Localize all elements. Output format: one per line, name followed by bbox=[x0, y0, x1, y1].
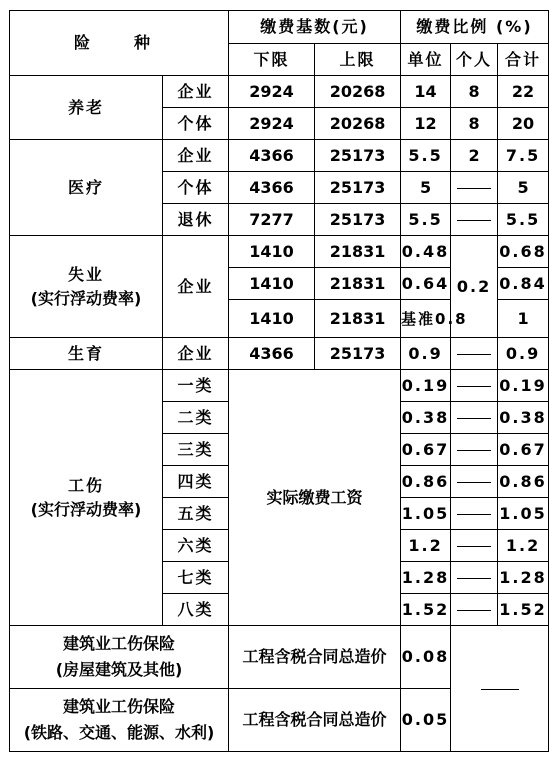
construction-note: (房屋建筑及其他) bbox=[55, 660, 183, 679]
medical-upper: 25173 bbox=[315, 172, 401, 204]
construction-note: (铁路、交通、能源、水利) bbox=[23, 723, 215, 742]
dash-mark bbox=[457, 578, 491, 579]
pension-total: 22 bbox=[498, 76, 549, 108]
medical-lower: 7277 bbox=[229, 204, 315, 236]
medical-personal bbox=[451, 204, 498, 236]
injury-class: 六类 bbox=[163, 530, 229, 562]
unemployment-lower: 1410 bbox=[229, 268, 315, 300]
unemployment-lower: 1410 bbox=[229, 236, 315, 268]
injury-unit: 1.52 bbox=[401, 594, 451, 626]
pension-total: 20 bbox=[498, 108, 549, 140]
header-unit: 单位 bbox=[401, 44, 451, 76]
injury-personal bbox=[451, 402, 498, 434]
insurance-rate-table bbox=[9, 10, 549, 752]
unemployment-upper: 21831 bbox=[315, 236, 401, 268]
unemployment-personal: 0.2 bbox=[451, 236, 498, 338]
medical-unit: 5.5 bbox=[401, 140, 451, 172]
medical-total: 5 bbox=[498, 172, 549, 204]
dash-mark bbox=[481, 689, 519, 690]
medical-lower: 4366 bbox=[229, 140, 315, 172]
medical-total: 7.5 bbox=[498, 140, 549, 172]
medical-sub: 企业 bbox=[163, 140, 229, 172]
maternity-upper: 25173 bbox=[315, 338, 401, 370]
unemployment-total: 0.84 bbox=[498, 268, 549, 300]
medical-sub: 个体 bbox=[163, 172, 229, 204]
maternity-unit: 0.9 bbox=[401, 338, 451, 370]
header-total: 合计 bbox=[498, 44, 549, 76]
construction-merged bbox=[451, 626, 549, 752]
construction-unit: 0.08 bbox=[401, 626, 451, 689]
injury-personal bbox=[451, 594, 498, 626]
unemployment-total: 1 bbox=[498, 300, 549, 338]
injury-unit: 1.05 bbox=[401, 498, 451, 530]
construction-base: 工程含税合同总造价 bbox=[229, 626, 401, 689]
maternity-sub: 企业 bbox=[163, 338, 229, 370]
injury-personal bbox=[451, 498, 498, 530]
unemployment-label bbox=[10, 236, 163, 338]
medical-personal bbox=[451, 172, 498, 204]
injury-class: 一类 bbox=[163, 370, 229, 402]
injury-unit: 0.38 bbox=[401, 402, 451, 434]
dash-mark bbox=[457, 450, 491, 451]
injury-note: (实行浮动费率) bbox=[30, 499, 142, 519]
unemployment-sub: 企业 bbox=[163, 236, 229, 338]
injury-personal bbox=[451, 562, 498, 594]
table-row bbox=[10, 76, 549, 108]
injury-class: 五类 bbox=[163, 498, 229, 530]
construction-name: 建筑业工伤保险 bbox=[63, 634, 176, 653]
unemployment-unit: 0.64 bbox=[401, 268, 451, 300]
injury-personal bbox=[451, 466, 498, 498]
injury-unit: 1.2 bbox=[401, 530, 451, 562]
maternity-lower: 4366 bbox=[229, 338, 315, 370]
unemployment-note: (实行浮动费率) bbox=[30, 288, 142, 308]
header-personal: 个人 bbox=[451, 44, 498, 76]
pension-sub: 个体 bbox=[163, 108, 229, 140]
table-row bbox=[10, 236, 549, 268]
construction-label bbox=[10, 689, 229, 752]
construction-unit: 0.05 bbox=[401, 689, 451, 752]
injury-total: 1.28 bbox=[498, 562, 549, 594]
injury-unit: 0.67 bbox=[401, 434, 451, 466]
construction-base: 工程含税合同总造价 bbox=[229, 689, 401, 752]
injury-unit: 0.86 bbox=[401, 466, 451, 498]
injury-class: 二类 bbox=[163, 402, 229, 434]
unemployment-unit: 0.48 bbox=[401, 236, 451, 268]
dash-mark bbox=[457, 546, 491, 547]
maternity-personal bbox=[451, 338, 498, 370]
unemployment-name: 失业 bbox=[67, 264, 104, 284]
injury-personal bbox=[451, 434, 498, 466]
table-row bbox=[10, 338, 549, 370]
table-row bbox=[10, 626, 549, 689]
medical-unit: 5.5 bbox=[401, 204, 451, 236]
pension-unit: 14 bbox=[401, 76, 451, 108]
injury-label bbox=[10, 370, 163, 626]
dash-mark bbox=[457, 386, 491, 387]
header-upper: 上限 bbox=[315, 44, 401, 76]
pension-upper: 20268 bbox=[315, 76, 401, 108]
pension-lower: 2924 bbox=[229, 108, 315, 140]
maternity-label: 生育 bbox=[10, 338, 163, 370]
injury-total: 0.86 bbox=[498, 466, 549, 498]
table-row bbox=[10, 370, 549, 402]
injury-class: 四类 bbox=[163, 466, 229, 498]
pension-unit: 12 bbox=[401, 108, 451, 140]
dash-mark bbox=[457, 354, 491, 355]
injury-total: 1.52 bbox=[498, 594, 549, 626]
construction-name: 建筑业工伤保险 bbox=[63, 697, 176, 716]
medical-sub: 退休 bbox=[163, 204, 229, 236]
medical-personal: 2 bbox=[451, 140, 498, 172]
injury-total: 0.67 bbox=[498, 434, 549, 466]
injury-personal bbox=[451, 370, 498, 402]
dash-mark bbox=[457, 418, 491, 419]
medical-upper: 25173 bbox=[315, 140, 401, 172]
pension-label: 养老 bbox=[10, 76, 163, 140]
medical-unit: 5 bbox=[401, 172, 451, 204]
injury-total: 0.19 bbox=[498, 370, 549, 402]
injury-name: 工伤 bbox=[67, 475, 104, 495]
injury-class: 八类 bbox=[163, 594, 229, 626]
medical-label: 医疗 bbox=[10, 140, 163, 236]
injury-class: 三类 bbox=[163, 434, 229, 466]
medical-total: 5.5 bbox=[498, 204, 549, 236]
pension-personal: 8 bbox=[451, 76, 498, 108]
dash-mark bbox=[457, 610, 491, 611]
medical-upper: 25173 bbox=[315, 204, 401, 236]
injury-total: 1.05 bbox=[498, 498, 549, 530]
medical-lower: 4366 bbox=[229, 172, 315, 204]
pension-lower: 2924 bbox=[229, 76, 315, 108]
injury-unit: 0.19 bbox=[401, 370, 451, 402]
maternity-total: 0.9 bbox=[498, 338, 549, 370]
table-row bbox=[10, 140, 549, 172]
dash-mark bbox=[457, 188, 491, 189]
injury-base: 实际缴费工资 bbox=[229, 370, 401, 626]
unemployment-lower: 1410 bbox=[229, 300, 315, 338]
dash-mark bbox=[457, 482, 491, 483]
pension-sub: 企业 bbox=[163, 76, 229, 108]
injury-personal bbox=[451, 530, 498, 562]
pension-personal: 8 bbox=[451, 108, 498, 140]
dash-mark bbox=[457, 220, 491, 221]
unemployment-total: 0.68 bbox=[498, 236, 549, 268]
header-lower: 下限 bbox=[229, 44, 315, 76]
unemployment-upper: 21831 bbox=[315, 300, 401, 338]
header-insurance-type: 险 种 bbox=[10, 11, 229, 76]
injury-total: 0.38 bbox=[498, 402, 549, 434]
header-base: 缴费基数(元) bbox=[229, 11, 401, 44]
unemployment-unit: 基准0.8 bbox=[401, 300, 451, 338]
injury-total: 1.2 bbox=[498, 530, 549, 562]
dash-mark bbox=[457, 514, 491, 515]
header-ratio: 缴费比例 (%) bbox=[401, 11, 549, 44]
injury-class: 七类 bbox=[163, 562, 229, 594]
unemployment-upper: 21831 bbox=[315, 268, 401, 300]
pension-upper: 20268 bbox=[315, 108, 401, 140]
injury-unit: 1.28 bbox=[401, 562, 451, 594]
construction-label bbox=[10, 626, 229, 689]
